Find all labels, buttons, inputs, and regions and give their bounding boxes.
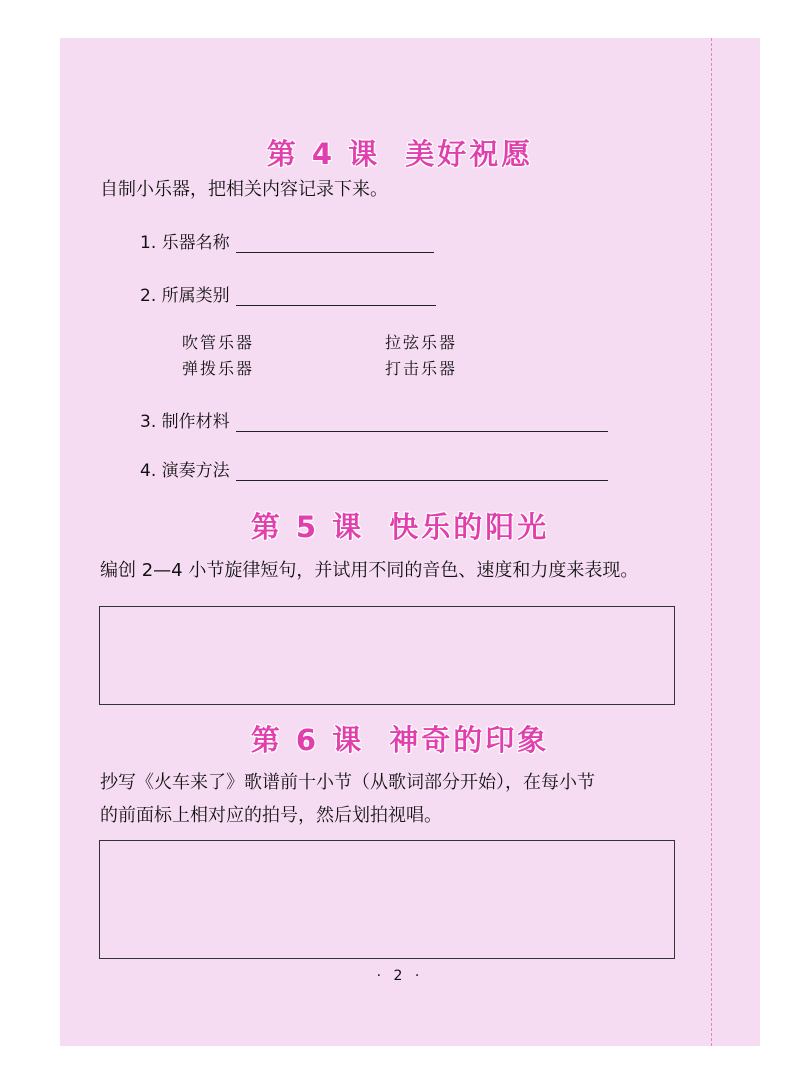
lesson4-instruction: 自制小乐器，把相关内容记录下来。 [100,179,388,200]
lesson5-instruction: 编创 2—4 小节旋律短句，并试用不同的音色、速度和力度来表现。 [100,560,639,581]
lesson6-title [0,718,800,759]
answer-line-name[interactable] [236,234,434,253]
item-label: 4. 演奏方法 [140,461,230,481]
answer-line-method[interactable] [236,462,608,481]
item-label: 1. 乐器名称 [140,233,230,253]
lesson4-title-name: 美好祝愿 [405,137,534,171]
lesson5-answer-box[interactable] [99,606,675,705]
lesson6-title-number: 第 6 课 [250,723,365,757]
answer-line-category[interactable] [236,287,436,306]
option-percussion-instrument[interactable]: 打击乐器 [385,359,458,378]
item-instrument-name [140,228,434,253]
lesson6-instruction-line2: 的前面标上相对应的拍号，然后划拍视唱。 [100,805,442,826]
lesson4-title [0,132,800,173]
page-number: · 2 · [376,968,424,984]
lesson5-title-number: 第 5 课 [250,510,365,544]
item-materials [140,407,608,432]
lesson5-title-name: 快乐的阳光 [389,510,550,544]
item-category [140,281,436,306]
option-string-bowed-instrument[interactable]: 拉弦乐器 [385,333,458,352]
lesson4-title-number: 第 4 课 [266,137,381,171]
option-wind-instrument[interactable]: 吹管乐器 [182,333,255,352]
lesson5-title [0,505,800,546]
lesson6-instruction-line1: 抄写《火车来了》歌谱前十小节（从歌词部分开始），在每小节 [100,772,595,793]
item-label: 3. 制作材料 [140,412,230,432]
lesson6-title-name: 神奇的印象 [389,723,550,757]
lesson6-answer-box[interactable] [99,840,675,959]
item-label: 2. 所属类别 [140,286,230,306]
answer-line-materials[interactable] [236,413,608,432]
option-plucked-instrument[interactable]: 弹拨乐器 [182,359,255,378]
item-playing-method [140,456,608,481]
